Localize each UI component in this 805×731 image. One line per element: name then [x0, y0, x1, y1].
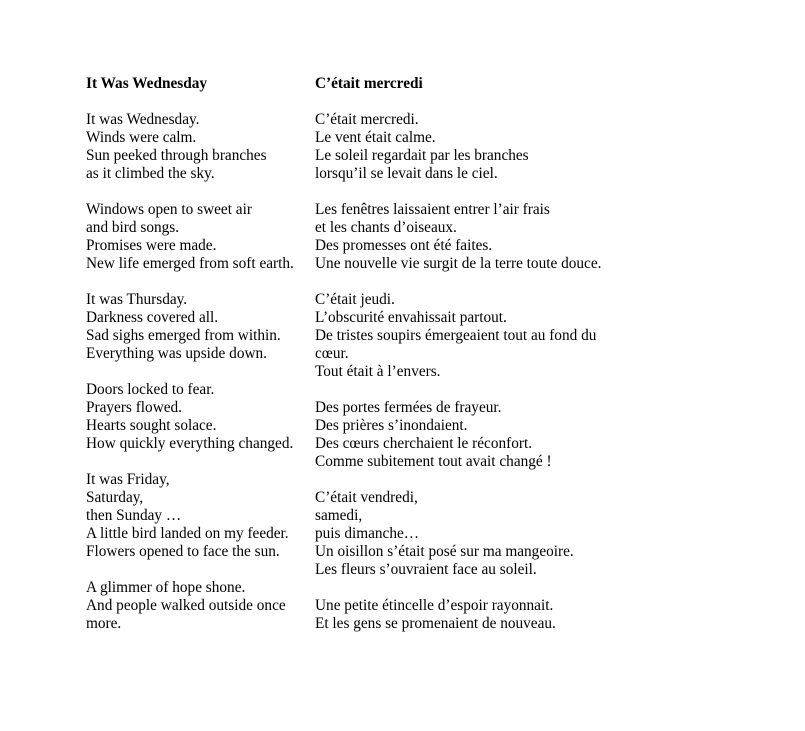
- french-poem-column: [315, 0, 715, 633]
- poem-line: Un oisillon s’était posé sur ma mangeoire.: [315, 543, 574, 560]
- poem-line: Des portes fermées de frayeur.: [315, 399, 502, 416]
- poem-line: Le vent était calme.: [315, 129, 436, 146]
- poem-line: then Sunday …: [86, 507, 182, 524]
- english-poem-title: It Was Wednesday: [86, 75, 208, 92]
- poem-line: Des cœurs cherchaient le réconfort.: [315, 435, 533, 452]
- stanza-gap: [86, 183, 315, 201]
- english-stanza: [86, 381, 315, 453]
- poem-line: Comme subitement tout avait changé !: [315, 453, 552, 470]
- poem-line: Les fleurs s’ouvraient face au soleil.: [315, 561, 537, 578]
- poem-line: C’était mercredi.: [315, 111, 419, 128]
- title-gap: [315, 93, 715, 111]
- poem-line: Doors locked to fear.: [86, 381, 215, 398]
- poem-line: Sun peeked through branches: [86, 147, 267, 164]
- french-poem-title: C’était mercredi: [315, 75, 423, 92]
- poem-line: Et les gens se promenaient de nouveau.: [315, 615, 556, 632]
- french-stanza: [315, 111, 715, 183]
- french-stanza: [315, 597, 715, 633]
- poem-line: Prayers flowed.: [86, 399, 183, 416]
- poem-line: Tout était à l’envers.: [315, 363, 441, 380]
- french-stanza: [315, 201, 715, 273]
- poem-line: Winds were calm.: [86, 129, 197, 146]
- poem-line: Une nouvelle vie surgit de la terre toute douce.: [315, 255, 602, 272]
- poem-line: Sad sighs emerged from within.: [86, 327, 281, 344]
- poem-line: Promises were made.: [86, 237, 217, 254]
- poem-line: How quickly everything changed.: [86, 435, 294, 452]
- poem-line: C’était jeudi.: [315, 291, 395, 308]
- stanza-gap: [315, 471, 715, 489]
- french-stanza: [315, 399, 715, 471]
- poem-line: De tristes soupirs émergeaient tout au fond du cœur.: [315, 327, 601, 362]
- poem-line: A glimmer of hope shone.: [86, 579, 246, 596]
- poem-line: lorsqu’il se levait dans le ciel.: [315, 165, 498, 182]
- poem-line: C’était vendredi,: [315, 489, 418, 506]
- english-stanza: [86, 291, 315, 363]
- stanza-gap: [315, 273, 715, 291]
- stanza-gap: [86, 363, 315, 381]
- stanza-gap: [86, 453, 315, 471]
- stanza-gap: [86, 561, 315, 579]
- poem-line: New life emerged from soft earth.: [86, 255, 294, 272]
- poem-line: Darkness covered all.: [86, 309, 219, 326]
- poem-line: L’obscurité envahissait partout.: [315, 309, 507, 326]
- english-stanza: [86, 201, 315, 273]
- poem-line: Hearts sought solace.: [86, 417, 217, 434]
- poem-line: Des promesses ont été faites.: [315, 237, 493, 254]
- poem-line: et les chants d’oiseaux.: [315, 219, 457, 236]
- english-poem-column: [0, 0, 315, 633]
- poem-line: Une petite étincelle d’espoir rayonnait.: [315, 597, 554, 614]
- poem-line: Les fenêtres laissaient entrer l’air frais: [315, 201, 550, 218]
- poem-line: Saturday,: [86, 489, 144, 506]
- poem-line: A little bird landed on my feeder.: [86, 525, 289, 542]
- stanza-gap: [315, 579, 715, 597]
- poem-line: and bird songs.: [86, 219, 180, 236]
- poem-line: It was Friday,: [86, 471, 170, 488]
- poem-line: It was Thursday.: [86, 291, 188, 308]
- english-stanza: [86, 111, 315, 183]
- poem-line: Flowers opened to face the sun.: [86, 543, 280, 560]
- stanza-gap: [86, 273, 315, 291]
- english-stanza: [86, 579, 315, 633]
- stanza-gap: [315, 381, 715, 399]
- french-stanza: [315, 489, 715, 579]
- poem-line: It was Wednesday.: [86, 111, 200, 128]
- title-gap: [86, 93, 315, 111]
- poem-line: as it climbed the sky.: [86, 165, 215, 182]
- french-stanza: [315, 291, 715, 381]
- poem-line: And people walked outside once more.: [86, 597, 290, 632]
- poem-line: puis dimanche…: [315, 525, 420, 542]
- poem-line: Windows open to sweet air: [86, 201, 252, 218]
- poem-line: Le soleil regardait par les branches: [315, 147, 529, 164]
- poem-line: Des prières s’inondaient.: [315, 417, 468, 434]
- stanza-gap: [315, 183, 715, 201]
- poem-line: Everything was upside down.: [86, 345, 267, 362]
- english-stanza: [86, 471, 315, 561]
- poem-line: samedi,: [315, 507, 363, 524]
